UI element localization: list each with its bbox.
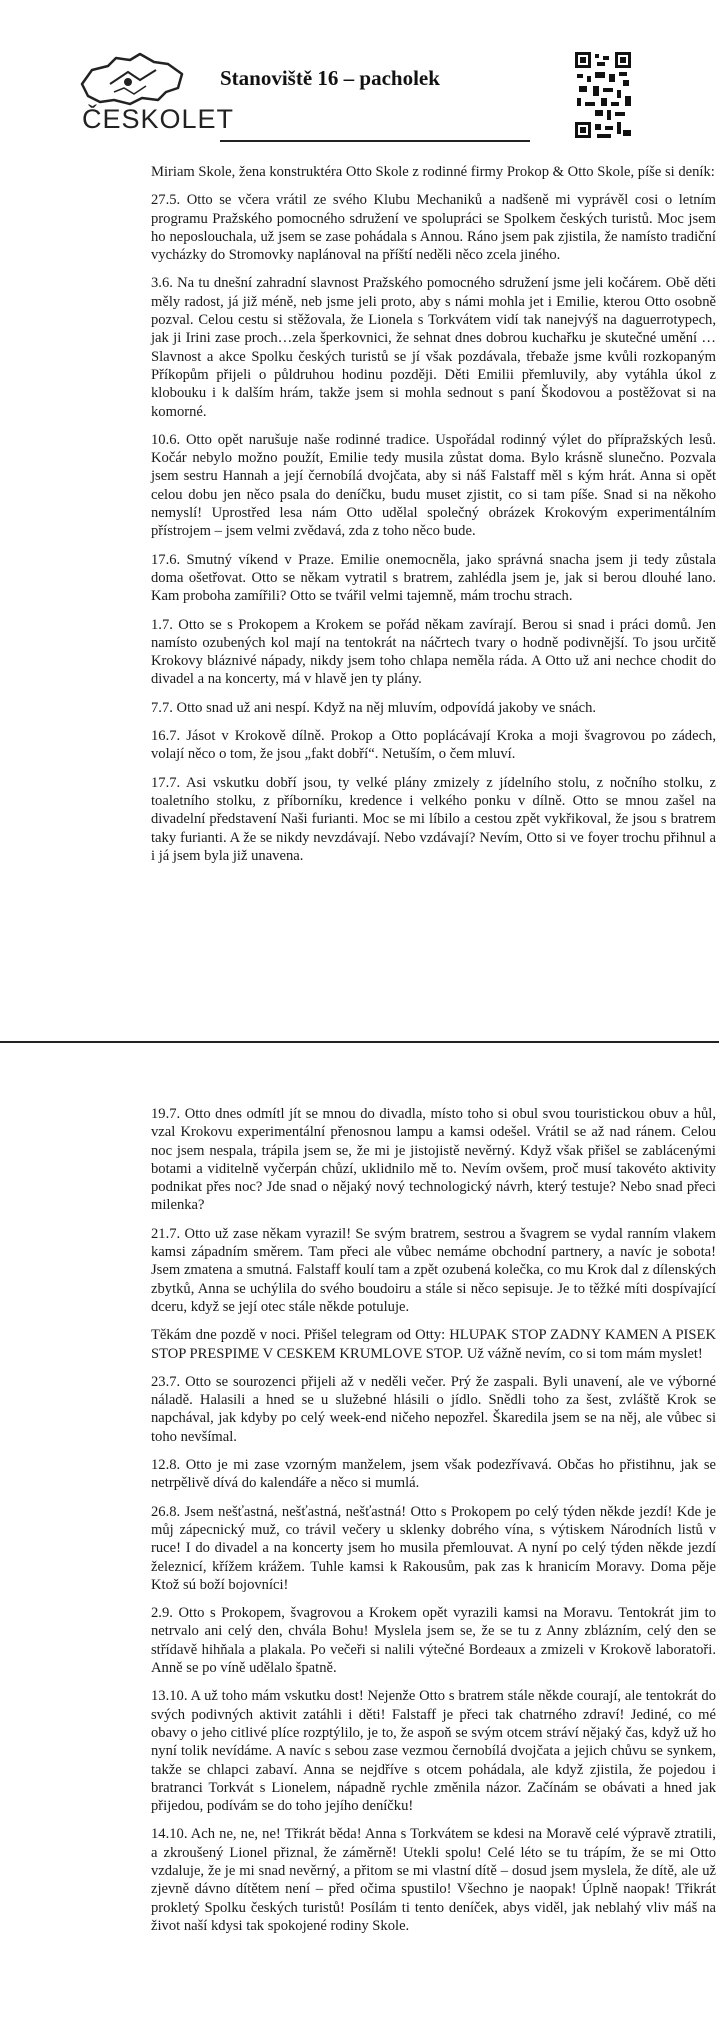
diary-entry: 19.7. Otto dnes odmítl jít se mnou do divadla, místo toho si obul svou touristickou obuv a hůl, vzal Krokovu experimentální přenosnou lampu a kamsi odešel. Vrátil se až nad ránem. Celou noc jsem nespala, trápila jsem se, že mi je jistojistě nevěrný. Když však přišel se zablácenými botami a viditelně vyčerpán chůzí, uklidnilo mě to. Nevím ovšem, proč musí takovéto aktivity podnikat přes noc? Jde snad o nějaký nový technologický návrh, který testuje? Nebo snad přeci milenka? <box>151 1106 716 1214</box>
qr-code-icon <box>573 50 633 140</box>
diary-entry: 14.10. Ach ne, ne, ne! Třikrát běda! Anna s Torkvátem se kdesi na Moravě celé výpravě ztratili, a zkroušený Lionel přiznal, že záměrně! Utekli spolu! Celé léto se tu trápím, že se mi Otto vzdaluje, že je mi snad nevěrný, a přitom se mi vlastní dítě – dosud jsem myslela, že dítě, ale už zjevně dávno dítětem není – před očima spustilo! Všechno je naopak! Úplně naopak! Třikrát prokletý Spolku českých turistů! Posílám ti tento deníček, abys viděl, jak neblahý vliv máš na život naší kdysi tak spokojené rodiny Skole. <box>151 1826 716 1934</box>
diary-entry: 23.7. Otto se sourozenci přijeli až v neděli večer. Prý že zaspali. Byli unavení, ale ve výborné náladě. Halasili a hned se u služebné hlásili o jídlo. Snědli toho za šest, zvláště Krok se napchával, jak kdyby po celý week-end ničeho nepozřel. Škaredila jsem se na něj, ale vůbec si toho nevšímal. <box>151 1373 716 1445</box>
diary-entry: 16.7. Jásot v Krokově dílně. Prokop a Otto poplácávají Kroka a moji švagrovou po zádech, volají něco o tom, že jsou „fakt dobří“. Netuším, o čem mluví. <box>151 728 716 763</box>
diary-entry: 3.6. Na tu dnešní zahradní slavnost Pražského pomocného sdružení jsme jeli kočárem. Obě děti měly radost, já již méně, neb jsme jeli proto, aby s námi mohla jet i Emilie, kterou Otto osobně pozval. Celou cestu si stěžovala, že Lionela s Torkvátem vidí tak nanejvýš na daguerrotypech, jak ji Irini zase proch…zela šperkovnici, že sehnat dnes dobrou kuchařku je skutečné umění … Slavnost a akce Spolku českých turistů se jí však pozdávala, třebaže jsme kvůli rozkopaným Příkopům přijeli o půldruhou hodinu později. Děti Emilii přemluvily, aby vytáhla úkol z klobouku i k dalším hrám, takže jsem si mohla sednout s paní Škodovou a postěžovat si na komorné. <box>151 275 716 420</box>
logo-text: ČESKOLET <box>82 104 235 134</box>
header <box>0 0 719 150</box>
diary-entry: 12.8. Otto je mi zase vzorným manželem, jsem však podezřívavá. Občas ho přistihnu, jak se netrpělivě dívá do kalendáře a něco si mumlá. <box>151 1457 716 1492</box>
diary-entry: 17.6. Smutný víkend v Praze. Emilie onemocněla, jako správná snacha jsem ji tedy zůstala doma ošetřovat. Otto se někam vytratil s bratrem, zahlédla jsem je, jak si berou dlouhé lano. Kam proboha zamířili? Otto se tvářil velmi tajemně, mám trochu strach. <box>151 551 716 605</box>
header-rule <box>220 140 530 142</box>
diary-entry: 7.7. Otto snad už ani nespí. Když na něj mluvím, odpovídá jakoby ve snách. <box>151 699 597 716</box>
page-title: Stanoviště 16 – pacholek <box>220 66 440 90</box>
diary-entry: 26.8. Jsem nešťastná, nešťastná, nešťastná! Otto s Prokopem po celý týden někde jezdí! Kde je můj zápecnický muž, co trávil večery u sklenky dobrého vína, s výtiskem Národních listů v ruce! I do divadel a na koncerty jsem ho musila přemlouvat. A nyní po celý týden někde jezdí železnicí, křížem krážem. Tuhle kamsi k Rakousům, pak zas k hranicím Moravy. Doma pěje Ktož sú boží bojovníci! <box>151 1503 716 1593</box>
diary-entry: 2.9. Otto s Prokopem, švagrovou a Krokem opět vyrazili kamsi na Moravu. Tentokrát jim to netrvalo ani celý den, chvála Bohu! Myslela jsem se, že se tu z Anny zblázním, celý den se střídavě hihňala a plakala. Po večeři si nalili výtečné Bordeaux a zmizeli v Krokově laboratoři. Anně se po víně udělalo špatně. <box>151 1605 716 1677</box>
intro-paragraph: Miriam Skole, žena konstruktéra Otto Skole z rodinné firmy Prokop & Otto Skole, píše si deník: <box>151 164 715 180</box>
diary-entry: 1.7. Otto se s Prokopem a Krokem se pořád někam zavírají. Berou si snad i práci domů. Jen namísto ozubených kol mají na tentokrát na náčrtech tvary o hodně podivnější. To jsou určitě Krokovy bláznivé nápady, nikdy jsem toho chlapa neměla ráda. A Otto už ani nechce chodit do divadel a na koncerty, má v hlavě jen ty plány. <box>151 616 716 688</box>
diary-section-2 <box>151 1105 716 1945</box>
diary-entry: 17.7. Asi vskutku dobří jsou, ty velké plány zmizely z jídelního stolu, z nočního stolku, z toaletního stolku, z příborníku, kredence i velkého ponku v dílně. Otto se mnou zašel na divadelní představení Naši furianti. Moc se mi líbilo a cestou zpět vykřikoval, že jsou s bratrem taky furianti. A že se nikdy nevzdávají. Nebo vzdávají? Nevím, Otto si ve foyer trochu přihnul a i já jsem byla již unavena. <box>151 774 716 864</box>
page-divider <box>0 1041 719 1043</box>
diary-section-1 <box>151 163 716 875</box>
diary-entry: 13.10. A už toho mám vskutku dost! Nejenže Otto s bratrem stále někde courají, ale tentokrát do svých podivných aktivit zatáhli i děti! Falstaff je přeci tak chatrného zdraví! Jediné, co mé obavy o jeho citlivé plíce rozptýlilo, je to, že aspoň se svým otcem stráví nějaký čas, když už ho nyní tolik nevídáme. A navíc s sebou zase vezmou černobílá dvojčata a jejich chůvu se synkem, takže se chlapci zabaví. Anna se nejdříve s otcem pohádala, ale když zjistila, že pojedou i bratranci Torkvát s Lionelem, nápadně rychle změnila názor. Začínám se obávati a hned jak přijedou, podívám se do toho jejího deníčku! <box>151 1688 716 1815</box>
diary-entry: Těkám dne pozdě v noci. Přišel telegram od Otty: HLUPAK STOP ZADNY KAMEN A PISEK STOP PRESPIME V CESKEM KRUMLOVE STOP. Už vážně nevím, co si tom mám myslet! <box>151 1327 716 1362</box>
diary-entry: 10.6. Otto opět narušuje naše rodinné tradice. Uspořádal rodinný výlet do přípražských lesů. Kočár nebylo možno použít, Emilie tedy musila zůstat doma. Bylo krásně slunečno. Pozvala jsem sestru Hannah a její černobílá dvojčata, aby si náš Falstaff měl s kým hrát. Anna si opět celou dobu jen něco psala do deníčku, budu muset zjistit, co si tam píše. Snad si na někoho nemyslí! Uprostřed lesa nám Otto udělal společný obrázek Krokovým experimentálním přístrojem – jsem velmi zvědavá, zda z toho něco bude. <box>151 431 716 540</box>
diary-entry: 27.5. Otto se včera vrátil ze svého Klubu Mechaniků a nadšeně mi vyprávěl cosi o letním programu Pražského pomocného sdružení ve spolupráci se Spolkem českých turistů. Moc jsem ho neposlouchala, už jsem se zase pohádala s Annou. Ráno jsem pak zjistila, že namísto tradiční vycházky do Stromovky naplánoval na příští neděli něco zcela jiného. <box>151 192 716 264</box>
diary-entry: 21.7. Otto už zase někam vyrazil! Se svým bratrem, sestrou a švagrem se vydal ranním vlakem kamsi západním směrem. Tam přeci ale vůbec nemáme obchodní partnery, a navíc je sobota! Jsem zmatena a smutná. Falstaff koulí tam a zpět ozubená kolečka, co mu Krok dal z dílenských zbytků, Anna se uchýlila do svého boudoiru a stále si něco sepisuje. Je to těžké míti dospívající dceru, když se její otec stále někde potuluje. <box>151 1225 716 1315</box>
